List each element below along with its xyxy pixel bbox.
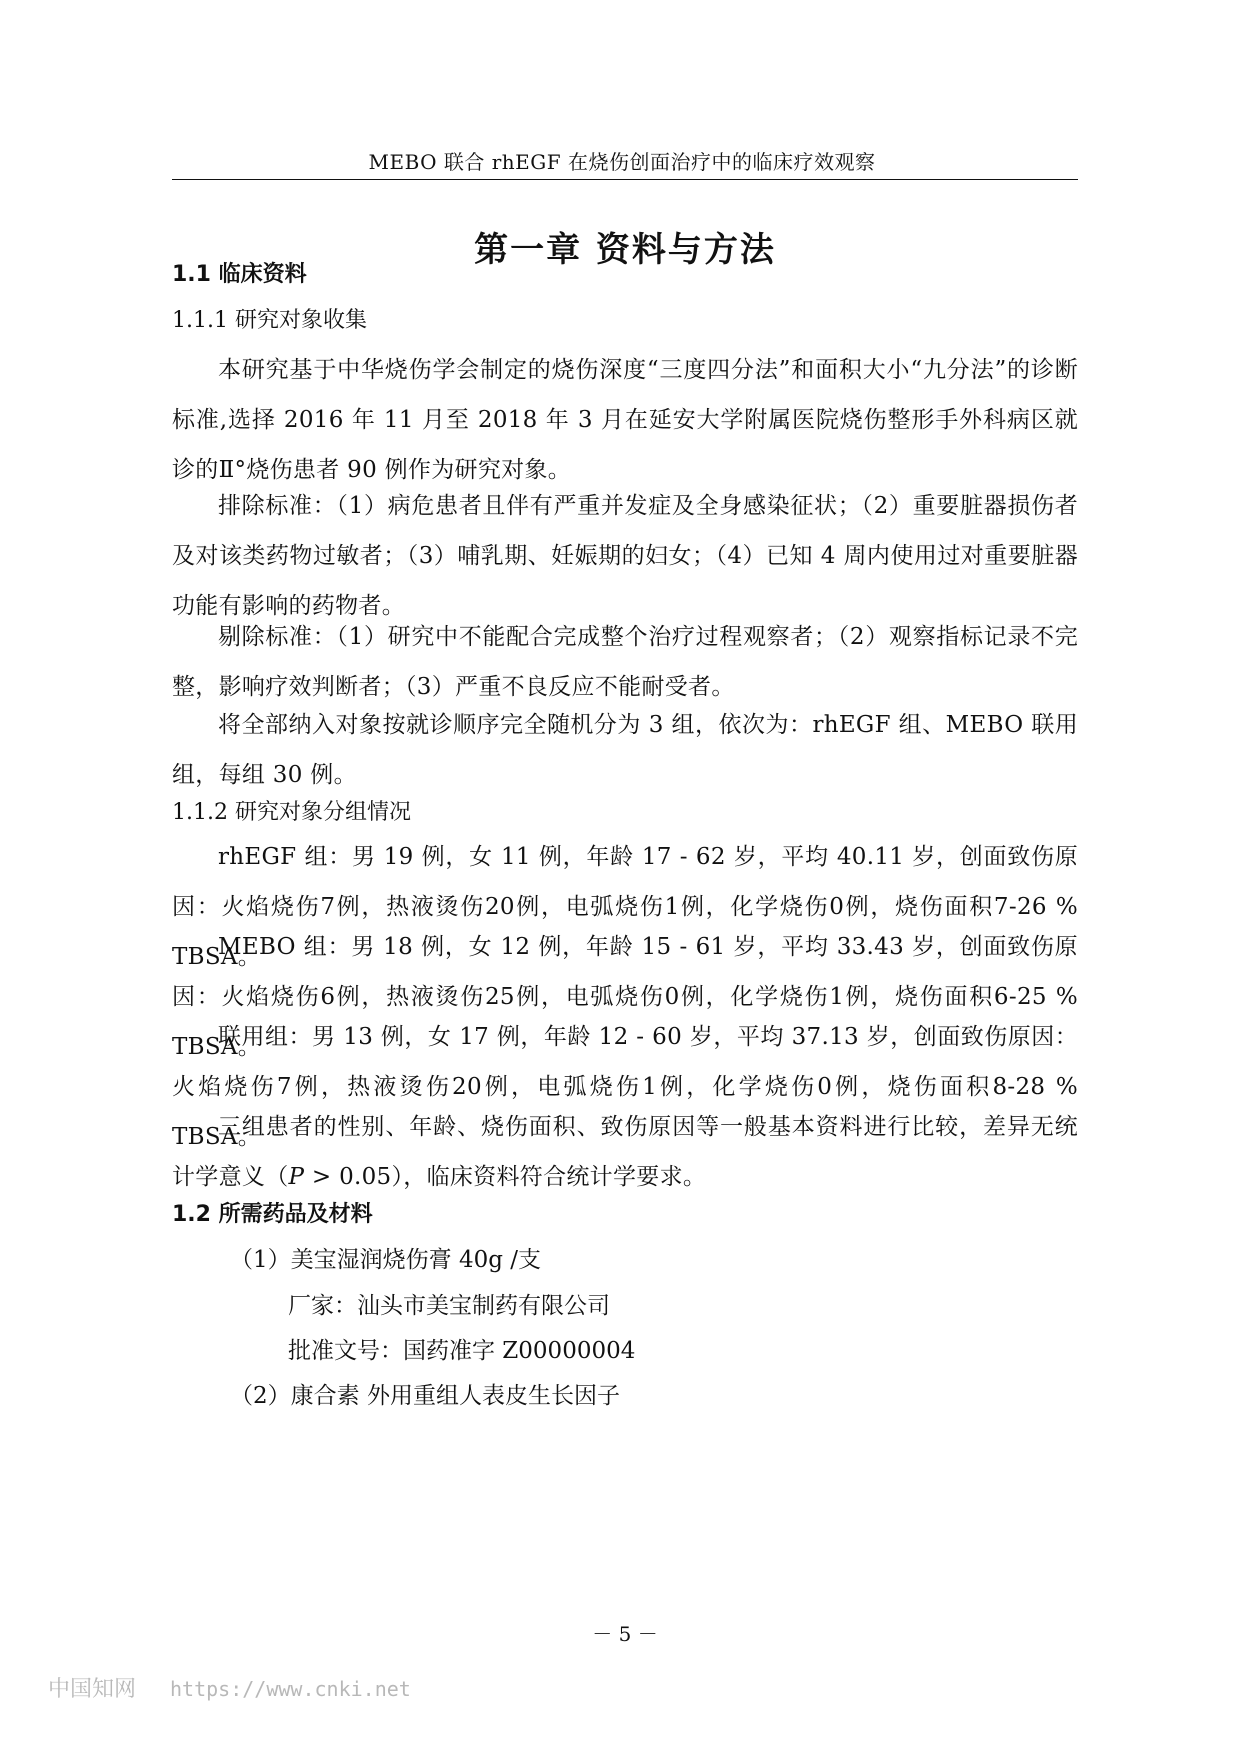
- baseline-text-after: > 0.05），临床资料符合统计学要求。: [304, 1164, 707, 1190]
- paragraph-removal-criteria: 剔除标准：（1）研究中不能配合完成整个治疗过程观察者；（2）观察指标记录不完整，影响疗效判断者；（3）严重不良反应不能耐受者。: [172, 624, 1078, 700]
- material-item-2: （2）康合素 外用重组人表皮生长因子: [230, 1383, 620, 1409]
- running-header: MEBO 联合 rhEGF 在烧伤创面治疗中的临床疗效观察: [368, 150, 876, 174]
- watermark-brand: 中国知网: [48, 1677, 137, 1702]
- material-item-1-manufacturer: 厂家：汕头市美宝制药有限公司: [288, 1293, 610, 1319]
- p-value-symbol: P: [288, 1164, 305, 1190]
- paragraph-exclusion-criteria: 排除标准：（1）病危患者且伴有严重并发症及全身感染征状；（2）重要脏器损伤者及对该类药物过敏者；（3）哺乳期、妊娠期的妇女；（4）已知 4 周内使用过对重要脏器功能有影响的药物者。: [172, 493, 1078, 619]
- baseline-text-before: 三组患者的性别、年龄、烧伤面积、致伤原因等一般基本资料进行比较，差异无统计学意义（: [172, 1114, 1078, 1190]
- material-item-1: （1）美宝湿润烧伤膏 40g /支: [230, 1247, 541, 1273]
- paragraph-group-mebo: MEBO 组：男 18 例，女 12 例，年龄 15 - 61 岁，平均 33.43 岁，创面致伤原因：火焰烧伤6例，热液烫伤25例，电弧烧伤0例，化学烧伤1例，烧伤面积6-25 % TBSA。: [172, 934, 1078, 1060]
- paragraph-group-rhegf: rhEGF 组：男 19 例，女 11 例，年龄 17 - 62 岁，平均 40.11 岁，创面致伤原因：火焰烧伤7例，热液烫伤20例，电弧烧伤1例，化学烧伤0例，烧伤面积7-26 % TBSA。: [172, 844, 1078, 970]
- paragraph-baseline-comparison: [172, 1102, 1078, 1202]
- subsection-heading-1-1-1: 1.1.1 研究对象收集: [172, 308, 367, 333]
- paragraph-group-combined: 联用组：男 13 例，女 17 例，年龄 12 - 60 岁，平均 37.13 岁，创面致伤原因：火焰烧伤7例，热液烫伤20例，电弧烧伤1例，化学烧伤0例，烧伤面积8-28 % TBSA。: [172, 1024, 1078, 1150]
- cnki-watermark: [48, 1674, 411, 1705]
- header-rule: [172, 179, 1078, 180]
- page-number: － 5 －: [592, 1622, 658, 1646]
- section-heading-1-2: 1.2 所需药品及材料: [172, 1202, 373, 1227]
- paragraph-grouping: 将全部纳入对象按就诊顺序完全随机分为 3 组，依次为：rhEGF 组、MEBO 联用组，每组 30 例。: [172, 712, 1078, 788]
- material-item-1-approval-number: 批准文号：国药准字 Z00000004: [288, 1338, 636, 1364]
- subsection-heading-1-1-2: 1.1.2 研究对象分组情况: [172, 800, 411, 825]
- watermark-url: https://www.cnki.net: [170, 1677, 411, 1701]
- paragraph-study-subjects: 本研究基于中华烧伤学会制定的烧伤深度“三度四分法”和面积大小“九分法”的诊断标准,选择 2016 年 11 月至 2018 年 3 月在延安大学附属医院烧伤整形手外科病区就诊的Ⅱ°烧伤患者 90 例作为研究对象。: [172, 357, 1078, 483]
- chapter-title: 第一章 资料与方法: [474, 230, 776, 270]
- section-heading-1-1: 1.1 临床资料: [172, 262, 307, 287]
